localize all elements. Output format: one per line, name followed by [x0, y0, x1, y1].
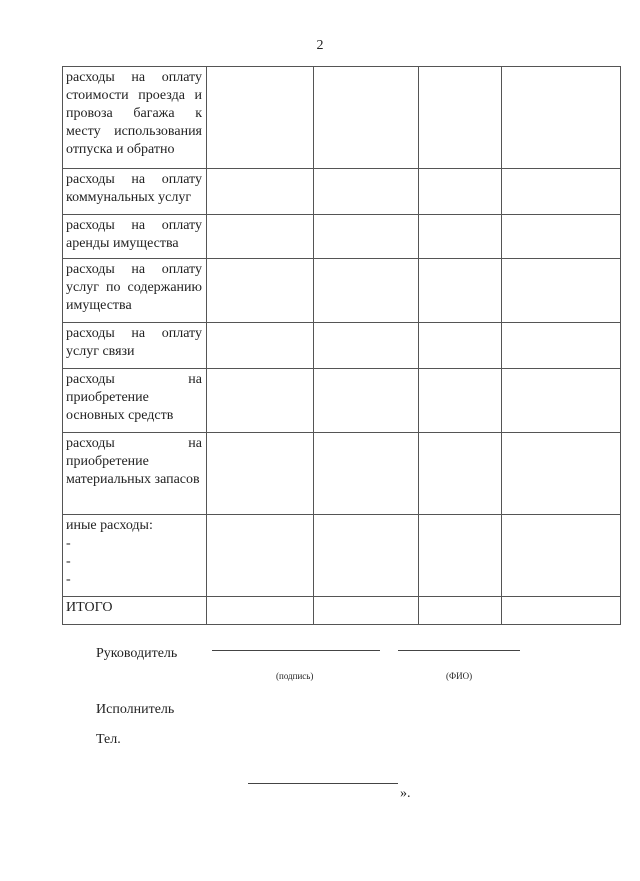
value-cell[interactable]: [207, 515, 314, 597]
value-cell[interactable]: [314, 215, 419, 259]
value-cell[interactable]: [207, 169, 314, 215]
table-row: [63, 259, 621, 323]
table-row: [63, 323, 621, 369]
table-row: [63, 215, 621, 259]
value-cell[interactable]: [502, 597, 621, 625]
value-cell[interactable]: [419, 433, 502, 515]
table-row: [63, 369, 621, 433]
table-row: [63, 433, 621, 515]
value-cell[interactable]: [419, 323, 502, 369]
value-cell[interactable]: [207, 67, 314, 169]
phone-label: Тел.: [96, 732, 121, 747]
value-cell[interactable]: [502, 323, 621, 369]
value-cell[interactable]: [502, 259, 621, 323]
expenses-table: [62, 66, 621, 625]
name-line[interactable]: [398, 650, 520, 651]
row-label: иные расходы:: [66, 518, 153, 533]
value-cell[interactable]: [419, 169, 502, 215]
value-cell[interactable]: [419, 67, 502, 169]
executor-label: Исполнитель: [96, 702, 175, 717]
row-label-total: ИТОГО: [63, 597, 207, 625]
dash-item: -: [66, 554, 71, 569]
table-row: [63, 67, 621, 169]
value-cell[interactable]: [502, 433, 621, 515]
value-cell[interactable]: [314, 597, 419, 625]
value-cell[interactable]: [314, 515, 419, 597]
row-label: расходы на оплату коммунальных услуг: [63, 169, 207, 215]
closing-line[interactable]: [248, 783, 398, 784]
value-cell[interactable]: [502, 169, 621, 215]
dash-item: -: [66, 536, 71, 551]
closing-mark: ».: [400, 786, 411, 801]
row-label: расходы на оплату аренды имущества: [63, 215, 207, 259]
page-number: 2: [316, 38, 324, 53]
value-cell[interactable]: [419, 515, 502, 597]
value-cell[interactable]: [207, 215, 314, 259]
value-cell[interactable]: [314, 259, 419, 323]
signature-caption: (подпись): [276, 671, 314, 681]
value-cell[interactable]: [314, 323, 419, 369]
value-cell[interactable]: [502, 67, 621, 169]
table-row: [63, 515, 621, 597]
row-label-other: [63, 515, 207, 597]
value-cell[interactable]: [419, 259, 502, 323]
value-cell[interactable]: [207, 369, 314, 433]
value-cell[interactable]: [207, 259, 314, 323]
row-label: расходы на оплату услуг связи: [63, 323, 207, 369]
table-row: [63, 597, 621, 625]
value-cell[interactable]: [502, 215, 621, 259]
value-cell[interactable]: [419, 369, 502, 433]
row-label: расходы на оплату стоимости проезда и провоза багажа к месту использования отпуска и обратно: [63, 67, 207, 169]
table-row: [63, 169, 621, 215]
row-label: расходы на оплату услуг по содержанию имущества: [63, 259, 207, 323]
row-label: расходы на приобретение основных средств: [63, 369, 207, 433]
name-caption: (ФИО): [446, 671, 473, 681]
value-cell[interactable]: [419, 597, 502, 625]
signature-line[interactable]: [212, 650, 380, 651]
value-cell[interactable]: [314, 433, 419, 515]
head-label: Руководитель: [96, 646, 178, 661]
value-cell[interactable]: [314, 67, 419, 169]
value-cell[interactable]: [502, 369, 621, 433]
value-cell[interactable]: [314, 169, 419, 215]
value-cell[interactable]: [207, 433, 314, 515]
dash-item: -: [66, 572, 71, 587]
value-cell[interactable]: [207, 597, 314, 625]
row-label: расходы на приобретение материальных запасов: [63, 433, 207, 515]
value-cell[interactable]: [314, 369, 419, 433]
value-cell[interactable]: [419, 215, 502, 259]
value-cell[interactable]: [502, 515, 621, 597]
value-cell[interactable]: [207, 323, 314, 369]
